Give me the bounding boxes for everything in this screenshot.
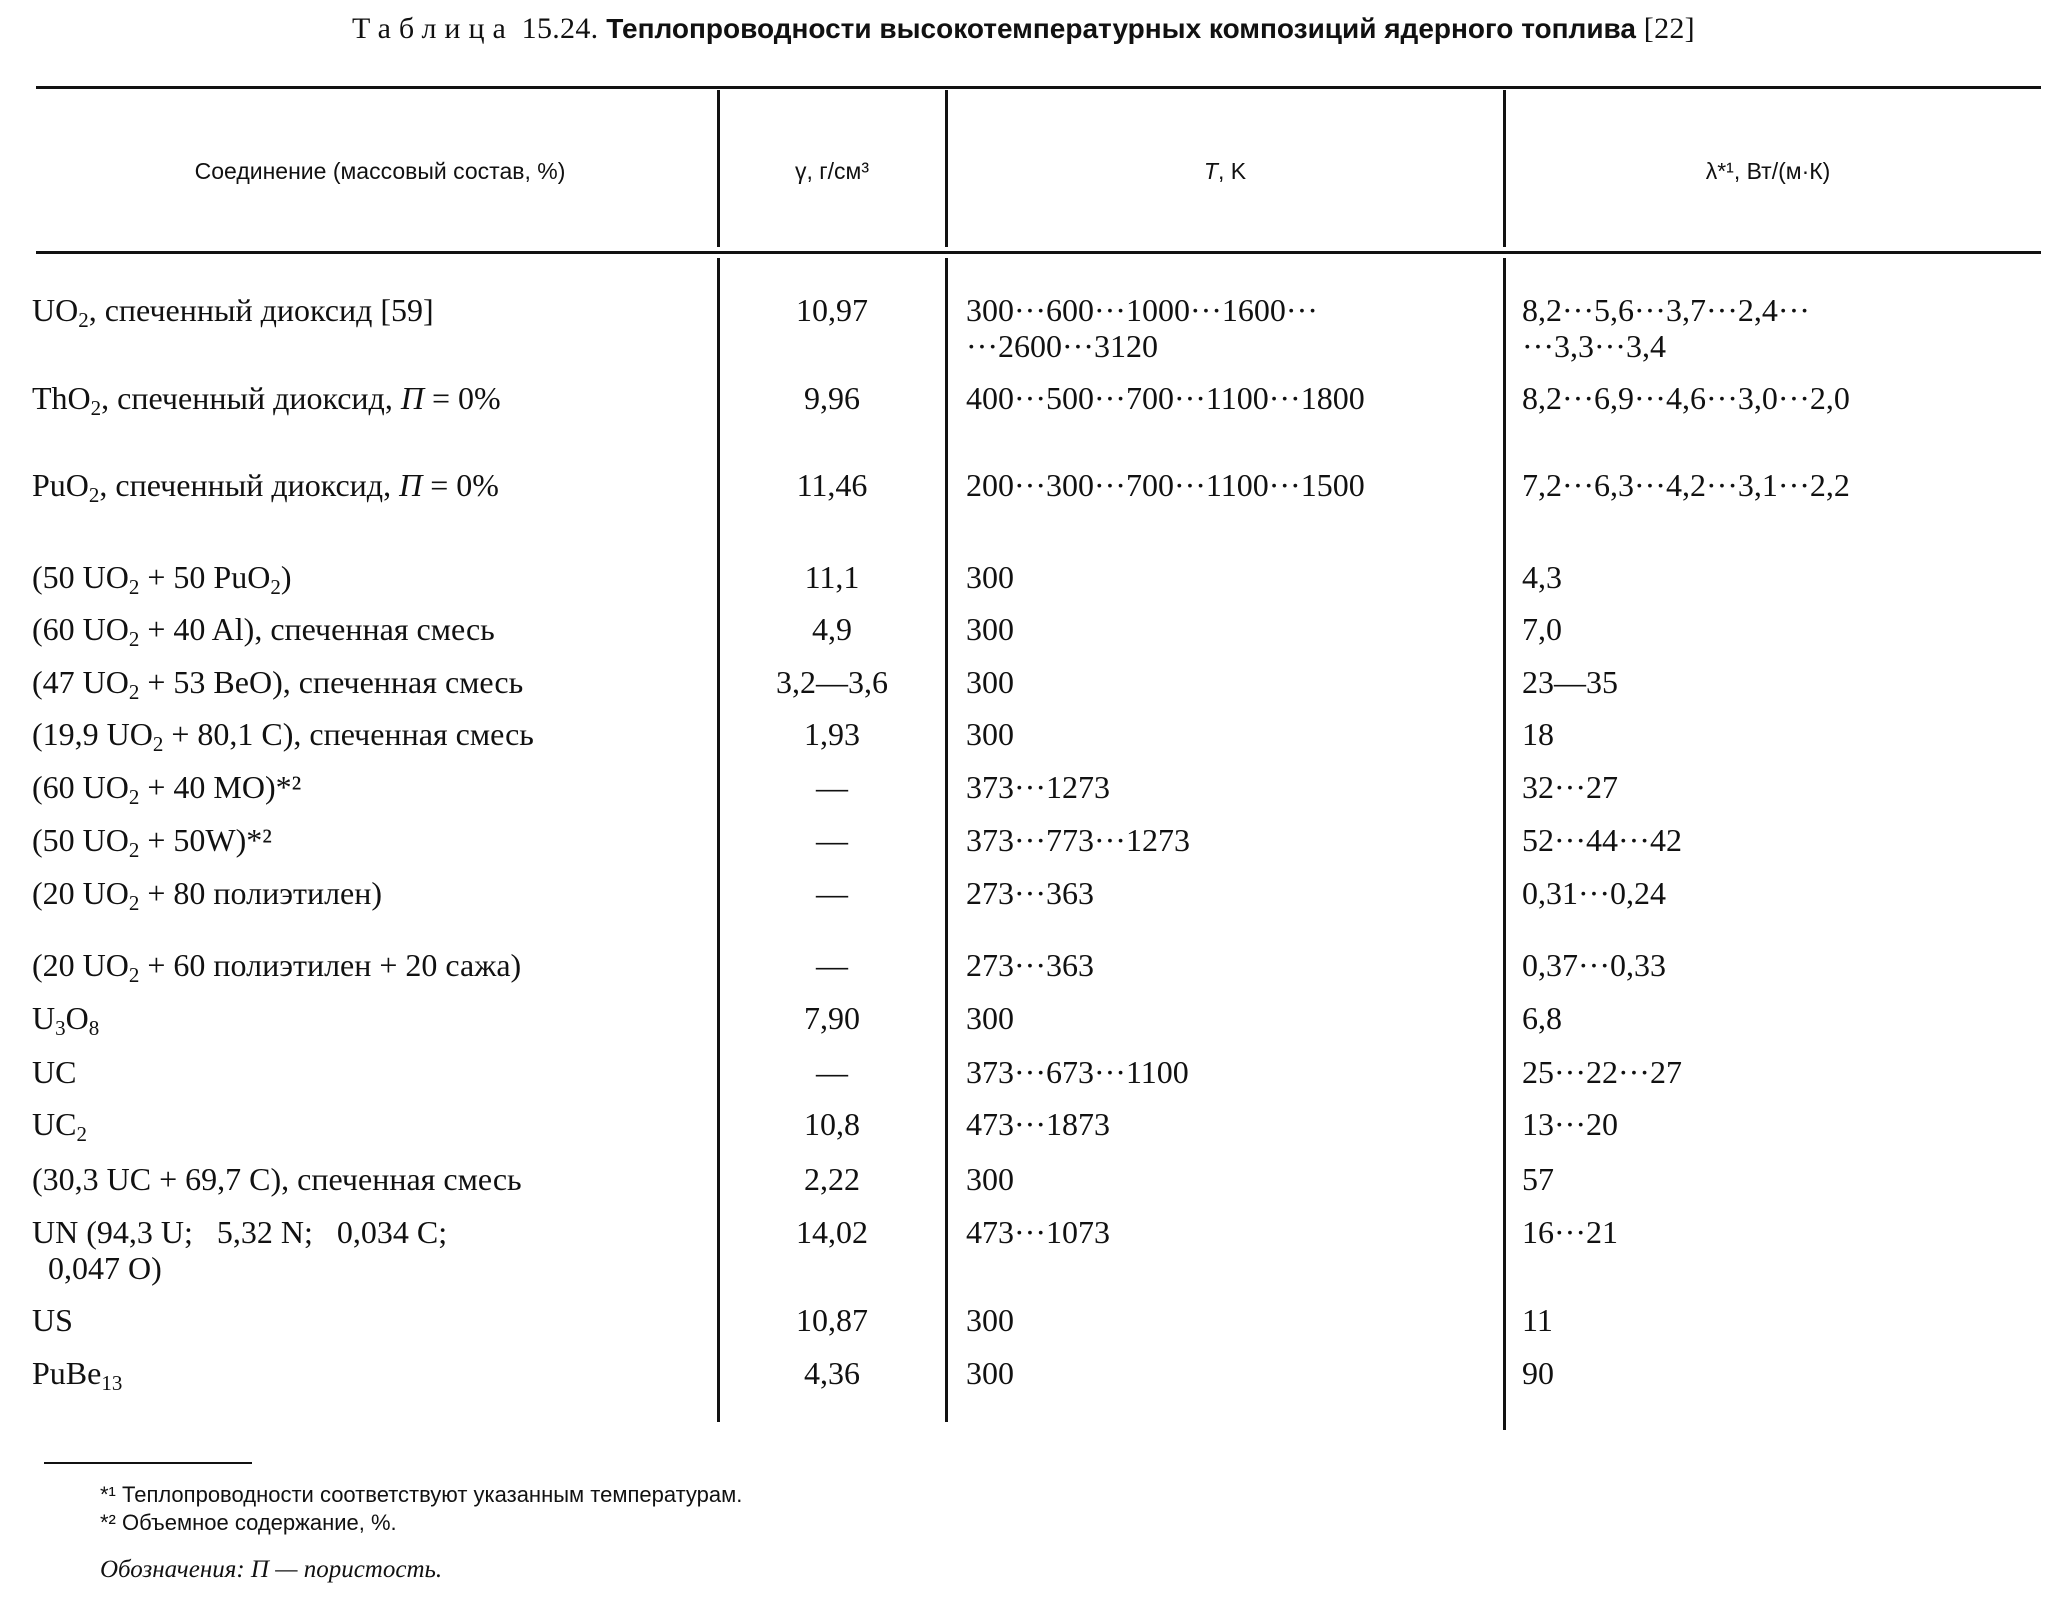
cell-temperature: 300	[966, 716, 1014, 752]
cell-density: 9,96	[804, 380, 860, 416]
cell-conductivity: 23—35	[1522, 664, 1618, 700]
cell-density: —	[816, 822, 848, 858]
cell-conductivity: 18	[1522, 716, 1554, 752]
cell-temperature: 300	[966, 1000, 1014, 1036]
column-divider	[945, 90, 948, 247]
cell-temperature: 273···363	[966, 875, 1094, 911]
cell-compound: US	[32, 1302, 73, 1338]
cell-compound: $UO_2$, спеченный диоксид [59]	[32, 292, 434, 332]
cell-compound: (50 $UO_2 + 50W)*^2$	[32, 822, 272, 862]
cell-conductivity: 4,3	[1522, 559, 1562, 595]
cell-compound: (60 $UO_2 + 40$ Al), спеченная смесь	[32, 611, 495, 651]
header-rule	[36, 251, 2041, 254]
cell-temperature: 300	[966, 1161, 1014, 1197]
cell-density: 14,02	[796, 1214, 868, 1250]
cell-conductivity: 16···21	[1522, 1214, 1618, 1250]
cell-compound: (50 $UO_2 + 50$ PuO$_2$)	[32, 559, 292, 599]
cell-temperature: 300	[966, 611, 1014, 647]
column-divider	[717, 90, 720, 247]
cell-density: —	[816, 769, 848, 805]
column-divider	[717, 258, 720, 1422]
cell-density: 4,36	[804, 1355, 860, 1391]
cell-conductivity: 6,8	[1522, 1000, 1562, 1036]
cell-density: 4,9	[812, 611, 852, 647]
cell-density: 7,90	[804, 1000, 860, 1036]
caption-title: Теплопроводности высокотемпературных композиций ядерного топлива	[606, 13, 1636, 44]
cell-density: 10,97	[796, 292, 868, 328]
cell-compound: UC	[32, 1054, 77, 1090]
cell-temperature: 473···1073	[966, 1214, 1110, 1250]
cell-compound: $U_3O_8$	[32, 1000, 100, 1040]
cell-temperature: 373···673···1100	[966, 1054, 1189, 1090]
cell-conductivity: 57	[1522, 1161, 1554, 1197]
cell-conductivity: 0,31···0,24	[1522, 875, 1666, 911]
cell-density: 10,87	[796, 1302, 868, 1338]
cell-conductivity: 32···27	[1522, 769, 1618, 805]
footnote-rule	[44, 1462, 252, 1464]
header-density: γ, г/см³	[794, 158, 870, 184]
cell-density: 11,46	[796, 467, 868, 503]
cell-temperature: 300	[966, 1355, 1014, 1391]
cell-compound: PuO$_2$, спеченный диоксид, П = 0%	[32, 467, 499, 507]
cell-temperature: 373···1273	[966, 769, 1110, 805]
cell-temperature: 300···600···1000···1600··· ···2600···3120	[966, 292, 1318, 364]
header-compound: Соединение (массовый состав, %)	[194, 158, 566, 184]
cell-density: 2,22	[804, 1161, 860, 1197]
cell-compound: (20 $UO_2 + 60$ полиэтилен + 20 сажа)	[32, 947, 522, 987]
cell-density: 1,93	[804, 716, 860, 752]
table-top-rule	[36, 86, 2041, 89]
cell-compound: (30,3 UC + 69,7 C), спеченная смесь	[32, 1161, 522, 1197]
header-temperature: T, K	[1203, 158, 1247, 184]
notation-legend: Обозначения: П — пористость.	[100, 1556, 443, 1583]
cell-compound: (47 $UO_2 + 53$ BeO), спеченная смесь	[32, 664, 524, 704]
footnote-2: *² Объемное содержание, %.	[100, 1510, 397, 1535]
cell-compound: PuBe$_{13}$	[32, 1355, 123, 1395]
cell-conductivity: 0,37···0,33	[1522, 947, 1666, 983]
table-caption	[0, 12, 2047, 46]
cell-temperature: 300	[966, 1302, 1014, 1338]
cell-density: —	[816, 947, 848, 983]
cell-conductivity: 11	[1522, 1302, 1553, 1338]
cell-conductivity: 90	[1522, 1355, 1554, 1391]
cell-conductivity: 52···44···42	[1522, 822, 1682, 858]
cell-conductivity: 13···20	[1522, 1106, 1618, 1142]
cell-compound: $UC_2$	[32, 1106, 87, 1146]
caption-label: Таблица	[352, 12, 514, 45]
cell-conductivity: 7,2···6,3···4,2···3,1···2,2	[1522, 467, 1850, 503]
cell-compound: ThO$_2$, спеченный диоксид, П = 0%	[32, 380, 501, 420]
cell-temperature: 473···1873	[966, 1106, 1110, 1142]
cell-compound: (20 $UO_2 + 80$ полиэтилен)	[32, 875, 383, 915]
cell-density: 10,8	[804, 1106, 860, 1142]
caption-ref: [22]	[1643, 12, 1695, 45]
cell-temperature: 300	[966, 559, 1014, 595]
header-conductivity: λ*¹, Вт/(м·К)	[1705, 158, 1831, 184]
column-divider	[1503, 258, 1506, 1430]
cell-conductivity: 8,2···6,9···4,6···3,0···2,0	[1522, 380, 1850, 416]
cell-temperature: 273···363	[966, 947, 1094, 983]
cell-conductivity: 7,0	[1522, 611, 1562, 647]
cell-temperature: 400···500···700···1100···1800	[966, 380, 1365, 416]
caption-number: 15.24.	[521, 12, 599, 45]
cell-density: 3,2—3,6	[776, 664, 888, 700]
cell-temperature: 200···300···700···1100···1500	[966, 467, 1365, 503]
cell-temperature: 373···773···1273	[966, 822, 1190, 858]
column-divider	[945, 258, 948, 1422]
cell-compound: (19,9 $UO_2 + 80,1$ C), спеченная смесь	[32, 716, 534, 756]
footnote-1: *¹ Теплопроводности соответствуют указанным температурам.	[100, 1482, 743, 1507]
cell-density: —	[816, 875, 848, 911]
cell-temperature: 300	[966, 664, 1014, 700]
cell-density: 11,1	[804, 559, 860, 595]
column-divider	[1503, 90, 1506, 247]
cell-compound: UN (94,3 U; 5,32 N; 0,034 C; 0,047 O)	[32, 1214, 448, 1286]
cell-conductivity: 25···22···27	[1522, 1054, 1682, 1090]
cell-compound: (60 $UO_2 + 40$ MO)*²	[32, 769, 302, 809]
cell-density: —	[816, 1054, 848, 1090]
cell-conductivity: 8,2···5,6···3,7···2,4··· ···3,3···3,4	[1522, 292, 1810, 364]
